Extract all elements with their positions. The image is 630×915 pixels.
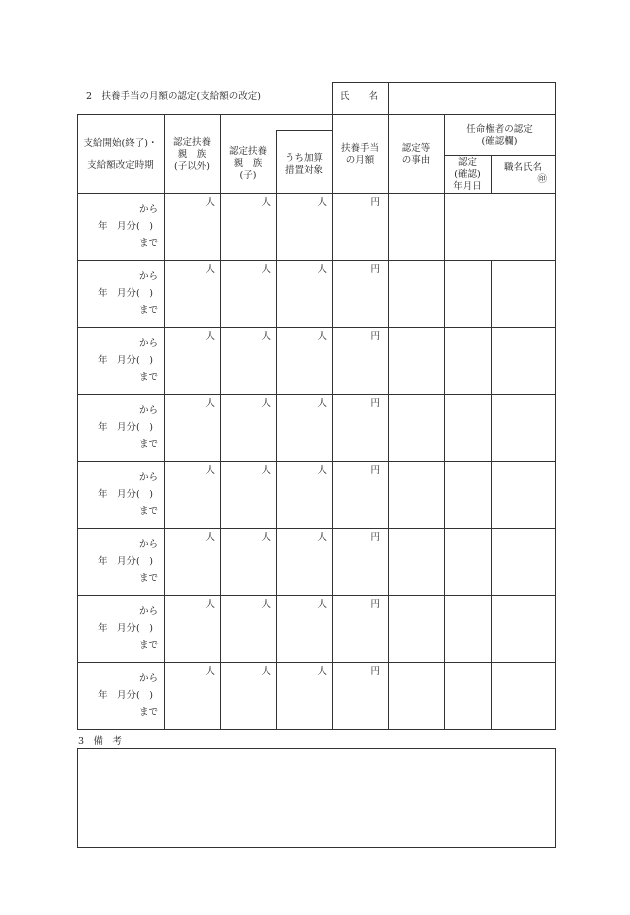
header-dep-excl-line2: 親 族: [177, 149, 207, 160]
header-date-line3: 年月日: [453, 181, 482, 192]
period-from-label: から: [138, 539, 158, 550]
header-additional-line2: 措置対象: [284, 165, 323, 176]
person-unit-excl: 人: [205, 398, 215, 409]
period-ym-label: 年 月分( ): [98, 288, 153, 299]
person-unit-child: 人: [261, 197, 271, 208]
person-unit-child: 人: [261, 599, 271, 610]
period-until-label: まで: [138, 439, 158, 450]
person-unit-excl: 人: [205, 197, 215, 208]
period-until-label: まで: [138, 506, 158, 517]
person-unit-additional: 人: [317, 532, 327, 543]
header-reason-line1: 認定等: [401, 143, 431, 154]
yen-unit: 円: [370, 264, 380, 275]
person-unit-excl: 人: [205, 264, 215, 275]
header-period-line2: 支給額改定時期: [87, 160, 154, 171]
yen-unit: 円: [370, 197, 380, 208]
period-ym-label: 年 月分( ): [98, 690, 153, 701]
header-dep-child-line1: 認定扶養: [228, 146, 267, 157]
person-unit-child: 人: [261, 331, 271, 342]
name-label: 氏 名: [340, 91, 379, 102]
person-unit-additional: 人: [317, 331, 327, 342]
header-seal-mark: ㊞: [537, 174, 547, 185]
header-date-line1: 認定: [457, 157, 477, 168]
period-until-label: まで: [138, 305, 158, 316]
person-unit-excl: 人: [205, 666, 215, 677]
yen-unit: 円: [370, 465, 380, 476]
header-amount-line2: の月額: [345, 155, 375, 166]
period-ym-label: 年 月分( ): [98, 623, 153, 634]
period-until-label: まで: [138, 372, 158, 383]
person-unit-additional: 人: [317, 197, 327, 208]
period-from-label: から: [138, 338, 158, 349]
period-ym-label: 年 月分( ): [98, 221, 153, 232]
person-unit-additional: 人: [317, 398, 327, 409]
header-amount-line1: 扶養手当: [340, 143, 379, 154]
section-2-title: 2 扶養手当の月額の認定(支給額の改定): [86, 91, 261, 102]
header-appointer-line2: (確認欄): [481, 136, 518, 147]
person-unit-excl: 人: [205, 331, 215, 342]
period-ym-label: 年 月分( ): [98, 422, 153, 433]
person-unit-child: 人: [261, 465, 271, 476]
person-unit-excl: 人: [205, 599, 215, 610]
header-additional-line1: うち加算: [284, 153, 323, 164]
period-until-label: まで: [138, 238, 158, 249]
period-ym-label: 年 月分( ): [98, 489, 153, 500]
person-unit-excl: 人: [205, 532, 215, 543]
header-dep-child-line2: 親 族: [233, 158, 263, 169]
header-reason-line2: の事由: [401, 155, 431, 166]
person-unit-child: 人: [261, 532, 271, 543]
header-dep-excl-line3: (子以外): [174, 161, 210, 172]
header-period-line1: 支給開始(終了)・: [83, 138, 158, 149]
yen-unit: 円: [370, 532, 380, 543]
remarks-box[interactable]: [77, 748, 556, 848]
header-appointer-line1: 任命権者の認定: [466, 124, 533, 135]
header-official-line1: 職名氏名: [503, 162, 542, 173]
person-unit-child: 人: [261, 666, 271, 677]
person-unit-additional: 人: [317, 264, 327, 275]
person-unit-additional: 人: [317, 465, 327, 476]
period-ym-label: 年 月分( ): [98, 556, 153, 567]
person-unit-additional: 人: [317, 599, 327, 610]
header-dep-excl-line1: 認定扶養: [172, 137, 211, 148]
period-until-label: まで: [138, 707, 158, 718]
period-ym-label: 年 月分( ): [98, 355, 153, 366]
period-from-label: から: [138, 606, 158, 617]
header-dep-child-line3: (子): [239, 170, 257, 181]
period-from-label: から: [138, 405, 158, 416]
period-until-label: まで: [138, 640, 158, 651]
yen-unit: 円: [370, 666, 380, 677]
period-from-label: から: [138, 673, 158, 684]
person-unit-excl: 人: [205, 465, 215, 476]
period-from-label: から: [138, 271, 158, 282]
yen-unit: 円: [370, 398, 380, 409]
header-date-line2: (確認): [454, 169, 481, 180]
person-unit-additional: 人: [317, 666, 327, 677]
period-until-label: まで: [138, 573, 158, 584]
section-3-title: 3 備 考: [78, 736, 123, 747]
person-unit-child: 人: [261, 398, 271, 409]
person-unit-child: 人: [261, 264, 271, 275]
yen-unit: 円: [370, 331, 380, 342]
yen-unit: 円: [370, 599, 380, 610]
period-from-label: から: [138, 204, 158, 215]
period-from-label: から: [138, 472, 158, 483]
